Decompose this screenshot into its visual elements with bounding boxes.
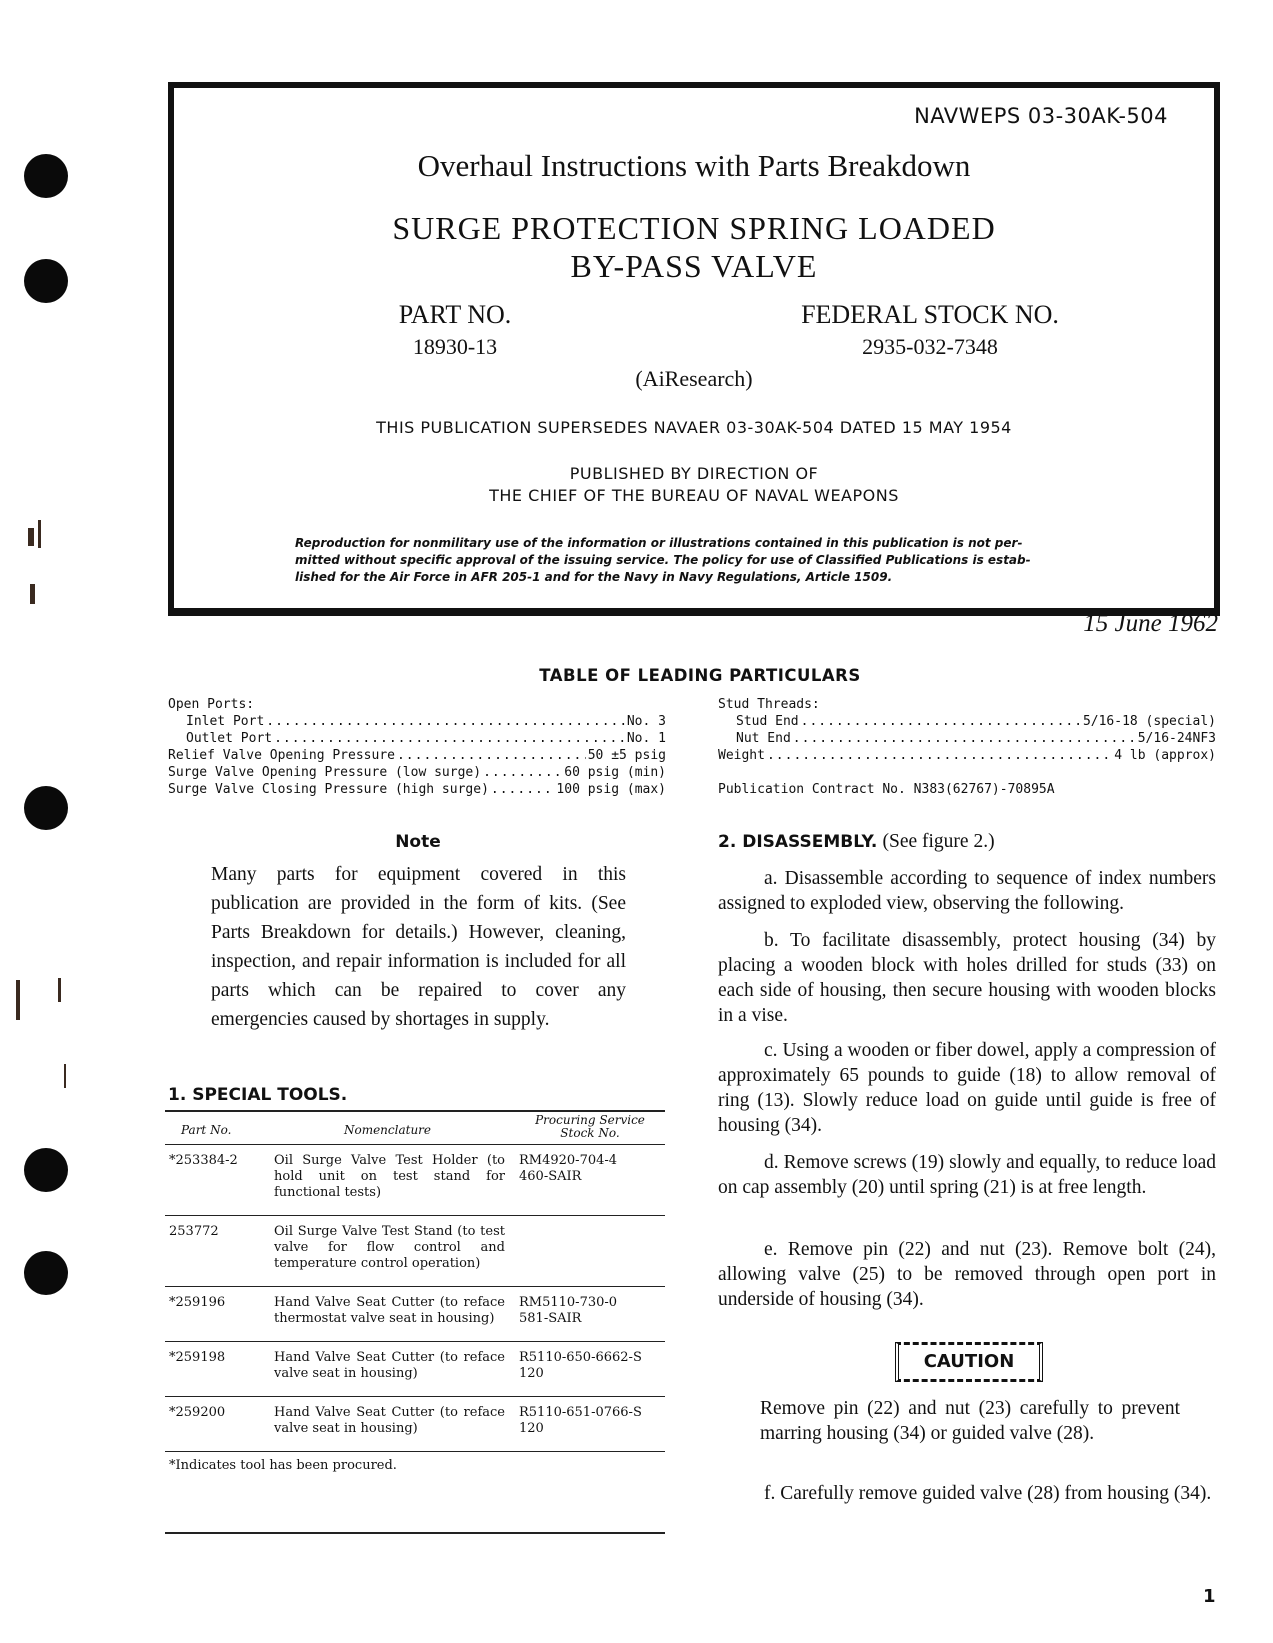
disassembly-step-d: d. Remove screws (19) slowly and equally, to reduce load on cap assembly (20) until spring (21) is at free length.	[718, 1152, 1216, 1198]
disassembly-figure-ref: (See figure 2.)	[882, 831, 995, 852]
particular-row: Surge Valve Opening Pressure (low surge) ..... 60 psig (min)	[168, 764, 666, 781]
manufacturer: (AiResearch)	[635, 366, 753, 391]
special-tools-heading: 1. SPECIAL TOOLS.	[168, 1085, 348, 1105]
table-header-row	[165, 1110, 665, 1145]
tool-part-number: *259200	[165, 1397, 260, 1452]
disassembly-step-f: f. Carefully remove guided valve (28) from housing (34).	[764, 1483, 1212, 1504]
tools-footnote: *Indicates tool has been procured.	[169, 1458, 397, 1473]
tool-part-number: *259198	[165, 1342, 260, 1397]
tool-stock-number: RM4920-704-4460-SAIR	[515, 1145, 665, 1216]
binder-hole	[24, 786, 68, 830]
caution-text: Remove pin (22) and nut (23) carefully to prevent marring housing (34) or guided valve (28).	[760, 1398, 1180, 1444]
tool-part-number: *253384-2	[165, 1145, 260, 1216]
stock-number-label: FEDERAL STOCK NO.	[801, 300, 1059, 329]
tool-part-number: *259196	[165, 1287, 260, 1342]
margin-mark	[30, 584, 35, 604]
document-subtitle: Overhaul Instructions with Parts Breakdown	[417, 148, 971, 183]
particulars-right-column	[718, 696, 1216, 798]
table-row	[165, 1397, 665, 1452]
binder-hole	[24, 1251, 68, 1295]
binder-hole	[24, 154, 68, 198]
particular-row: Weight ..... 4 lb (approx)	[718, 747, 1216, 764]
margin-mark	[38, 520, 41, 548]
tool-nomenclature: Hand Valve Seat Cutter (to reface thermostat valve seat in housing)	[260, 1287, 515, 1342]
column-header-stock-line2: Stock No.	[560, 1126, 620, 1140]
table-row	[165, 1145, 665, 1216]
margin-mark	[58, 978, 61, 1002]
part-number: 18930-13	[412, 334, 498, 359]
margin-mark	[16, 980, 20, 1020]
table-footnote-row	[165, 1452, 665, 1479]
tool-stock-number	[515, 1216, 665, 1287]
tool-nomenclature: Oil Surge Valve Test Holder (to hold unit on test stand for functional tests)	[260, 1145, 515, 1216]
binder-hole	[24, 259, 68, 303]
stock-number: 2935-032-7348	[862, 334, 998, 359]
tool-part-number: 253772	[165, 1216, 260, 1287]
document-number: NAVWEPS 03-30AK-504	[914, 104, 1168, 128]
published-by-line1: PUBLISHED BY DIRECTION OF	[569, 464, 819, 483]
supersedes-notice: THIS PUBLICATION SUPERSEDES NAVAER 03-30AK-504 DATED 15 MAY 1954	[376, 418, 1012, 437]
particulars-heading: TABLE OF LEADING PARTICULARS	[539, 666, 861, 685]
disassembly-heading	[718, 831, 995, 853]
tool-nomenclature: Oil Surge Valve Test Stand (to test valve for flow control and temperature control operation)	[260, 1216, 515, 1287]
table-bottom-rule	[165, 1532, 665, 1534]
table-row	[165, 1216, 665, 1287]
document-title-line1: SURGE PROTECTION SPRING LOADED	[392, 210, 996, 246]
table-row	[165, 1342, 665, 1397]
particular-row: Nut End ..... 5/16-24NF3	[718, 730, 1216, 747]
disassembly-step-b: b. To facilitate disassembly, protect housing (34) by placing a wooden block with holes drilled for studs (33) on each side of housing, then secure housing with wooden blocks in a vise.	[718, 930, 1216, 1026]
stud-threads-label: Stud Threads:	[718, 697, 820, 712]
tool-stock-number: R5110-650-6662-S120	[515, 1342, 665, 1397]
tool-stock-number: R5110-651-0766-S120	[515, 1397, 665, 1452]
table-row	[165, 1287, 665, 1342]
particular-row: Outlet Port ..... No. 1	[168, 730, 666, 747]
notice-line: Reproduction for nonmilitary use of the information or illustrations contained in this publication is not per-	[295, 536, 1023, 550]
column-header-stock-line1: Procuring Service	[535, 1113, 645, 1127]
column-header-part: Part No.	[181, 1123, 232, 1137]
disassembly-step-a: a. Disassemble according to sequence of index numbers assigned to exploded view, observing the following.	[718, 868, 1216, 914]
page-number: 1	[1203, 1586, 1216, 1607]
published-by-line2: THE CHIEF OF THE BUREAU OF NAVAL WEAPONS	[489, 486, 899, 505]
tool-nomenclature: Hand Valve Seat Cutter (to reface valve seat in housing)	[260, 1397, 515, 1452]
particular-row: Stud End ..... 5/16-18 (special)	[718, 713, 1216, 730]
particular-row: Inlet Port ..... No. 3	[168, 713, 666, 730]
margin-mark	[28, 528, 34, 546]
open-ports-label: Open Ports:	[168, 697, 255, 712]
note-text: Many parts for equipment covered in this publication are provided in the form of kits. (See Parts Breakdown for details.) However, cleaning, inspection, and repair information is included for all parts which can be repaired to cover any emergencies caused by shortages in supply.	[211, 864, 626, 1030]
disassembly-step-c: c. Using a wooden or fiber dowel, apply a compression of approximately 65 pounds to guide (18) to allow removal of ring (13). Slowly reduce load on guide until guide is free of housing (34).	[718, 1040, 1216, 1136]
part-number-label: PART NO.	[398, 300, 512, 329]
tool-stock-number: RM5110-730-0581-SAIR	[515, 1287, 665, 1342]
contract-number: Publication Contract No. N383(62767)-70895A	[718, 782, 1055, 797]
margin-mark	[64, 1064, 66, 1088]
tool-nomenclature: Hand Valve Seat Cutter (to reface valve seat in housing)	[260, 1342, 515, 1397]
particular-row: Surge Valve Closing Pressure (high surge) ..... 100 psig (max)	[168, 781, 666, 798]
special-tools-table	[165, 1110, 665, 1478]
caution-box: CAUTION	[895, 1342, 1043, 1382]
particulars-left-column	[168, 696, 666, 798]
disassembly-step-e: e. Remove pin (22) and nut (23). Remove bolt (24), allowing valve (25) to be removed through open port in underside of housing (34).	[718, 1239, 1216, 1310]
particular-row: Relief Valve Opening Pressure ..... 50 ±5 psig	[168, 747, 666, 764]
note-heading: Note	[395, 832, 441, 852]
publication-date: 15 June 1962	[1083, 610, 1218, 637]
binder-hole	[24, 1148, 68, 1192]
notice-line: lished for the Air Force in AFR 205-1 and for the Navy in Navy Regulations, Article 1509.	[295, 570, 893, 584]
column-header-nomenclature: Nomenclature	[343, 1123, 432, 1137]
document-title-line2: BY-PASS VALVE	[570, 248, 818, 284]
disassembly-heading-text: 2. DISASSEMBLY.	[718, 832, 878, 852]
reproduction-notice	[295, 535, 1105, 586]
notice-line: mitted without specific approval of the issuing service. The policy for use of Classified Publications is estab-	[295, 553, 1031, 567]
